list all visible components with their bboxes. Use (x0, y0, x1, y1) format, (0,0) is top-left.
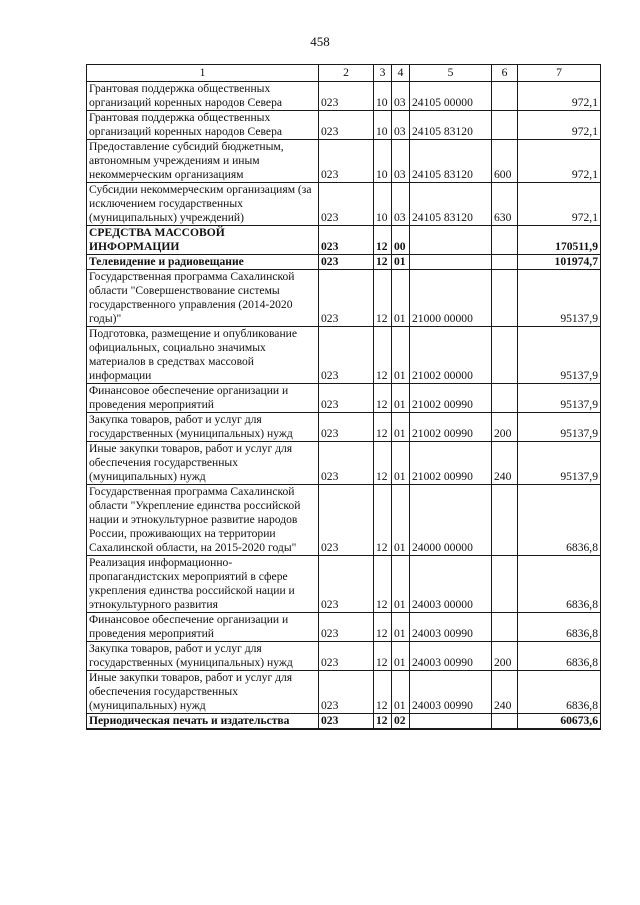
row-name-cell: Предоставление субсидий бюджетным, автономным учреждениям и иным некоммерческим организациям (87, 140, 319, 183)
header-cell: 2 (319, 65, 374, 82)
expense-type-cell (492, 613, 518, 642)
amount-cell: 972,1 (518, 111, 601, 140)
target-article-cell: 24105 00000 (410, 82, 492, 111)
row-name-cell: Периодическая печать и издательства (87, 714, 319, 730)
amount-cell: 972,1 (518, 82, 601, 111)
section-code-cell: 12 (374, 642, 392, 671)
expense-type-cell (492, 270, 518, 327)
row-name-cell: Телевидение и радиовещание (87, 255, 319, 270)
ministry-code-cell: 023 (319, 384, 374, 413)
section-code-cell: 12 (374, 442, 392, 485)
section-code-cell: 12 (374, 613, 392, 642)
expense-type-cell (492, 82, 518, 111)
expense-type-cell (492, 111, 518, 140)
subsection-code-cell: 01 (392, 255, 410, 270)
table-row (87, 270, 601, 327)
target-article-cell: 21002 00990 (410, 442, 492, 485)
table-body (87, 82, 601, 730)
subsection-code-cell: 01 (392, 413, 410, 442)
amount-cell: 972,1 (518, 140, 601, 183)
section-code-cell: 10 (374, 111, 392, 140)
subsection-code-cell: 00 (392, 226, 410, 255)
row-name-cell: Финансовое обеспечение организации и проведения мероприятий (87, 613, 319, 642)
ministry-code-cell: 023 (319, 556, 374, 613)
expense-type-cell (492, 714, 518, 730)
ministry-code-cell: 023 (319, 140, 374, 183)
row-name-cell: Государственная программа Сахалинской области "Укрепление единства российской нации и этнокультурное развитие народов России, проживающих на территории Сахалинской области, на 2015-2020 годы" (87, 485, 319, 556)
subsection-code-cell: 01 (392, 613, 410, 642)
expense-type-cell: 200 (492, 642, 518, 671)
table-row (87, 442, 601, 485)
table-row (87, 384, 601, 413)
amount-cell: 95137,9 (518, 327, 601, 384)
page-number: 458 (310, 34, 330, 49)
table-row (87, 111, 601, 140)
target-article-cell (410, 714, 492, 730)
expense-type-cell: 200 (492, 413, 518, 442)
row-name-cell: Грантовая поддержка общественных организаций коренных народов Севера (87, 111, 319, 140)
amount-cell: 6836,8 (518, 671, 601, 714)
amount-cell: 95137,9 (518, 270, 601, 327)
section-code-cell: 12 (374, 327, 392, 384)
section-code-cell: 12 (374, 413, 392, 442)
expense-type-cell: 630 (492, 183, 518, 226)
amount-cell: 170511,9 (518, 226, 601, 255)
amount-cell: 6836,8 (518, 556, 601, 613)
ministry-code-cell: 023 (319, 442, 374, 485)
target-article-cell (410, 226, 492, 255)
expense-type-cell: 600 (492, 140, 518, 183)
row-name-cell: Государственная программа Сахалинской области "Совершенствование системы государственного управления (2014-2020 годы)" (87, 270, 319, 327)
ministry-code-cell: 023 (319, 613, 374, 642)
header-cell: 3 (374, 65, 392, 82)
table-row (87, 485, 601, 556)
subsection-code-cell: 01 (392, 671, 410, 714)
target-article-cell: 21002 00990 (410, 384, 492, 413)
row-name-cell: Грантовая поддержка общественных организаций коренных народов Севера (87, 82, 319, 111)
amount-cell: 95137,9 (518, 384, 601, 413)
section-code-cell: 12 (374, 714, 392, 730)
section-code-cell: 10 (374, 183, 392, 226)
section-code-cell: 12 (374, 384, 392, 413)
amount-cell: 60673,6 (518, 714, 601, 730)
ministry-code-cell: 023 (319, 226, 374, 255)
header-cell: 5 (410, 65, 492, 82)
amount-cell: 6836,8 (518, 642, 601, 671)
amount-cell: 95137,9 (518, 442, 601, 485)
target-article-cell: 21002 00000 (410, 327, 492, 384)
subsection-code-cell: 01 (392, 442, 410, 485)
expense-type-cell (492, 327, 518, 384)
header-row (87, 65, 601, 82)
expense-type-cell (492, 255, 518, 270)
target-article-cell: 21002 00990 (410, 413, 492, 442)
budget-table (86, 64, 601, 730)
target-article-cell: 24105 83120 (410, 140, 492, 183)
header-cell: 4 (392, 65, 410, 82)
expense-type-cell: 240 (492, 671, 518, 714)
ministry-code-cell: 023 (319, 714, 374, 730)
target-article-cell: 24000 00000 (410, 485, 492, 556)
section-code-cell: 12 (374, 556, 392, 613)
target-article-cell: 24003 00990 (410, 671, 492, 714)
expense-type-cell (492, 384, 518, 413)
row-name-cell: Подготовка, размещение и опубликование официальных, социально значимых материалов в средствах массовой информации (87, 327, 319, 384)
amount-cell: 6836,8 (518, 613, 601, 642)
subsection-code-cell: 01 (392, 270, 410, 327)
ministry-code-cell: 023 (319, 270, 374, 327)
ministry-code-cell: 023 (319, 255, 374, 270)
section-code-cell: 12 (374, 270, 392, 327)
section-code-cell: 12 (374, 485, 392, 556)
table-row (87, 613, 601, 642)
target-article-cell: 24105 83120 (410, 183, 492, 226)
target-article-cell: 24003 00990 (410, 613, 492, 642)
ministry-code-cell: 023 (319, 183, 374, 226)
amount-cell: 101974,7 (518, 255, 601, 270)
row-name-cell: Финансовое обеспечение организации и проведения мероприятий (87, 384, 319, 413)
header-cell: 1 (87, 65, 319, 82)
table-row (87, 413, 601, 442)
header-cell: 7 (518, 65, 601, 82)
row-name-cell: Закупка товаров, работ и услуг для государственных (муниципальных) нужд (87, 413, 319, 442)
amount-cell: 972,1 (518, 183, 601, 226)
row-name-cell: Субсидии некоммерческим организациям (за исключением государственных (муниципальных) учреждений) (87, 183, 319, 226)
subsection-code-cell: 03 (392, 82, 410, 111)
expense-type-cell (492, 485, 518, 556)
ministry-code-cell: 023 (319, 327, 374, 384)
ministry-code-cell: 023 (319, 671, 374, 714)
table-row (87, 255, 601, 270)
subsection-code-cell: 03 (392, 111, 410, 140)
subsection-code-cell: 01 (392, 384, 410, 413)
ministry-code-cell: 023 (319, 82, 374, 111)
table-row (87, 714, 601, 730)
table-row (87, 183, 601, 226)
target-article-cell: 21000 00000 (410, 270, 492, 327)
row-name-cell: Закупка товаров, работ и услуг для государственных (муниципальных) нужд (87, 642, 319, 671)
amount-cell: 95137,9 (518, 413, 601, 442)
ministry-code-cell: 023 (319, 485, 374, 556)
section-code-cell: 12 (374, 671, 392, 714)
table-row (87, 671, 601, 714)
table-row (87, 642, 601, 671)
header-cell: 6 (492, 65, 518, 82)
table-row (87, 327, 601, 384)
subsection-code-cell: 03 (392, 183, 410, 226)
subsection-code-cell: 02 (392, 714, 410, 730)
target-article-cell: 24105 83120 (410, 111, 492, 140)
subsection-code-cell: 03 (392, 140, 410, 183)
section-code-cell: 10 (374, 140, 392, 183)
subsection-code-cell: 01 (392, 485, 410, 556)
table-row (87, 140, 601, 183)
target-article-cell: 24003 00990 (410, 642, 492, 671)
amount-cell: 6836,8 (518, 485, 601, 556)
ministry-code-cell: 023 (319, 111, 374, 140)
subsection-code-cell: 01 (392, 327, 410, 384)
row-name-cell: Реализация информационно-пропагандистских мероприятий в сфере укрепления единства российской нации и этнокультурного развития (87, 556, 319, 613)
row-name-cell: Иные закупки товаров, работ и услуг для обеспечения государственных (муниципальных) нужд (87, 442, 319, 485)
ministry-code-cell: 023 (319, 413, 374, 442)
target-article-cell (410, 255, 492, 270)
section-code-cell: 12 (374, 226, 392, 255)
table-row (87, 226, 601, 255)
ministry-code-cell: 023 (319, 642, 374, 671)
expense-type-cell: 240 (492, 442, 518, 485)
target-article-cell: 24003 00000 (410, 556, 492, 613)
row-name-cell: Иные закупки товаров, работ и услуг для обеспечения государственных (муниципальных) нужд (87, 671, 319, 714)
table-row (87, 82, 601, 111)
expense-type-cell (492, 556, 518, 613)
expense-type-cell (492, 226, 518, 255)
subsection-code-cell: 01 (392, 556, 410, 613)
section-code-cell: 12 (374, 255, 392, 270)
table-row (87, 556, 601, 613)
section-code-cell: 10 (374, 82, 392, 111)
row-name-cell: СРЕДСТВА МАССОВОЙ ИНФОРМАЦИИ (87, 226, 319, 255)
subsection-code-cell: 01 (392, 642, 410, 671)
